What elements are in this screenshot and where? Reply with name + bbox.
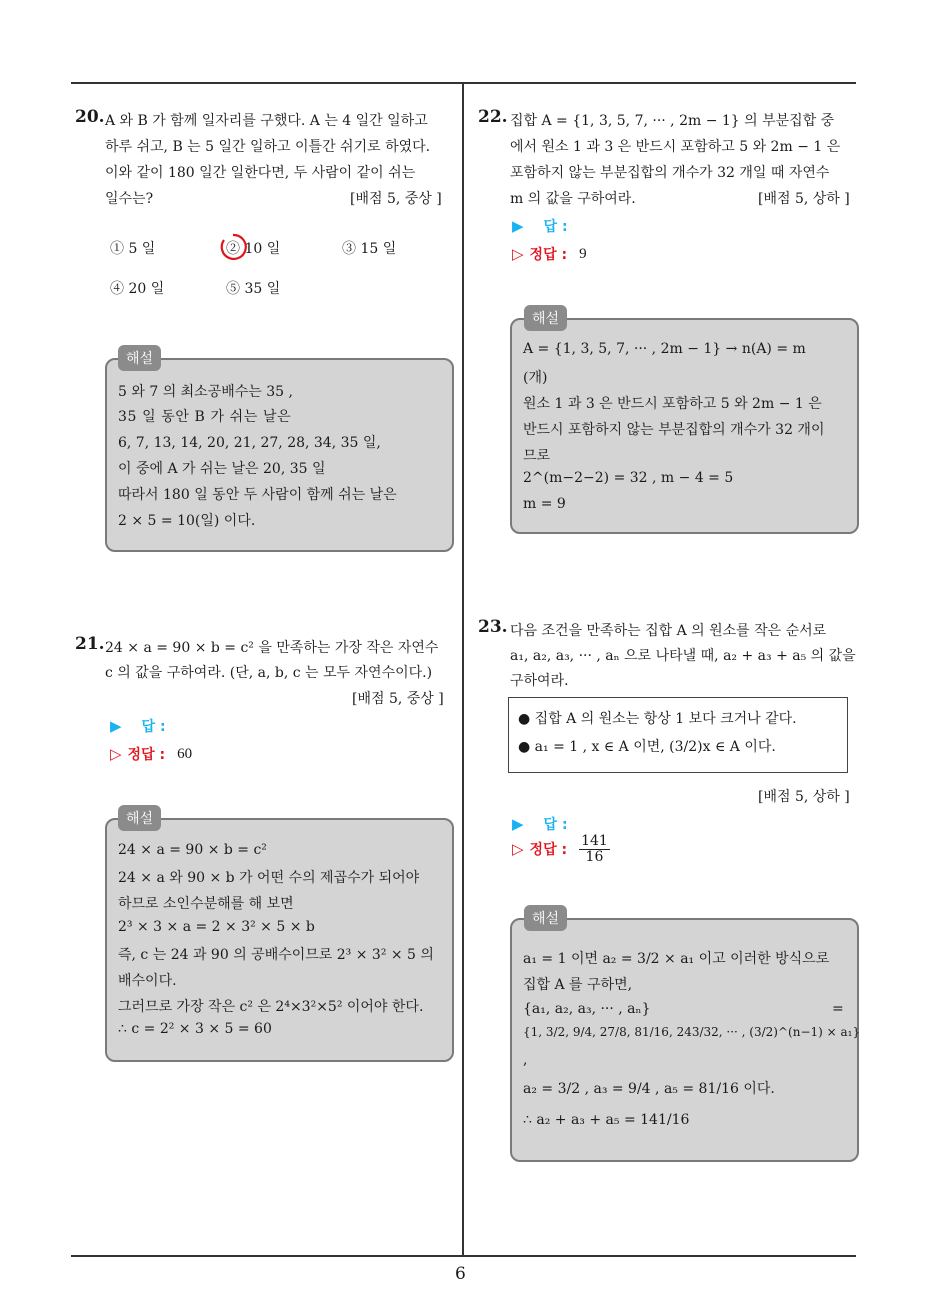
correct-triangle-icon: ▷ [512, 245, 524, 263]
answer-triangle-icon: ▶ [512, 815, 524, 833]
question-23-correct-row [512, 834, 610, 864]
correct-label: 정답 : [529, 247, 568, 263]
explanation-line: 따라서 180 일 동안 두 사람이 함께 쉬는 날은 [118, 487, 397, 503]
explanation-line: ∴ c = 2² × 3 × 5 = 60 [118, 1021, 272, 1037]
question-22-explanation-tag: 해설 [524, 305, 567, 331]
correct-value: 9 [579, 245, 587, 262]
question-20-line: 하루 쉬고, B 는 5 일간 일하고 이틀간 쉬기로 하였다. [105, 139, 431, 155]
explanation-line: 이 중에 A 가 쉬는 날은 20, 35 일 [118, 461, 326, 477]
explanation-line: 2 × 5 = 10(일) 이다. [118, 513, 256, 529]
question-22-line: m 의 값을 구하여라. [510, 191, 636, 207]
choice-4[interactable]: ④ 20 일 [110, 281, 165, 297]
explanation-line: 원소 1 과 3 은 반드시 포함하고 5 와 2m − 1 은 [523, 396, 822, 412]
fraction-denominator: 16 [585, 848, 604, 865]
question-23-line: 구하여라. [510, 673, 569, 689]
explanation-line: (개) [523, 370, 548, 386]
explanation-line: 5 와 7 의 최소공배수는 35 , [118, 384, 293, 400]
explanation-line: a₁ = 1 이면 a₂ = 3/2 × a₁ 이고 이러한 방식으로 [523, 951, 830, 967]
answer-label: 답 : [543, 219, 568, 235]
explanation-line: 35 일 동안 B 가 쉬는 날은 [118, 409, 292, 425]
question-20-explanation-tag: 해설 [118, 345, 161, 371]
question-20-line: A 와 B 가 함께 일자리를 구했다. A 는 4 일간 일하고 [105, 113, 428, 129]
question-21-number: 21. [75, 634, 105, 654]
answer-triangle-icon: ▶ [512, 217, 524, 235]
question-23-line: a₁, a₂, a₃, ··· , aₙ 으로 나타낼 때, a₂ + a₃ + a₅ 의 값을 [510, 648, 856, 664]
question-22-correct-row [512, 244, 587, 264]
explanation-line: 2^(m−2−2) = 32 , m − 4 = 5 [523, 470, 734, 486]
question-21-answer-row [110, 716, 166, 736]
question-20-line: 일수는? [105, 191, 154, 207]
choice-2[interactable]: ② 10 일 [226, 241, 281, 257]
correct-label: 정답 : [529, 842, 568, 859]
explanation-line: A = {1, 3, 5, 7, ··· , 2m − 1} → n(A) = m [523, 341, 806, 357]
question-22-answer-row [512, 216, 568, 236]
explanation-line: 즉, c 는 24 과 90 의 공배수이므로 2³ × 3² × 5 의 [118, 947, 434, 963]
question-21-score: [배점 5, 중상 ] [352, 691, 444, 707]
question-20-score: [배점 5, 중상 ] [350, 191, 442, 207]
red-circle-mark-icon [218, 232, 248, 262]
answer-label: 답 : [543, 817, 568, 833]
explanation-line: , [523, 1052, 528, 1068]
answer-label: 답 : [141, 719, 166, 735]
explanation-line: 2³ × 3 × a = 2 × 3² × 5 × b [118, 919, 315, 935]
question-23-score: [배점 5, 상하 ] [758, 789, 850, 805]
question-23-number: 23. [478, 617, 508, 637]
question-23-answer-row [512, 814, 568, 834]
explanation-line: 하므로 소인수분해를 해 보면 [118, 896, 294, 912]
correct-value-fraction [579, 834, 610, 864]
choice-1[interactable]: ① 5 일 [110, 241, 156, 257]
page-number: 6 [455, 1264, 466, 1284]
explanation-line: {a₁, a₂, a₃, ··· , aₙ} [523, 1001, 651, 1017]
correct-value: 60 [177, 745, 193, 762]
condition-line: ● 집합 A 의 원소는 항상 1 보다 크거나 같다. [518, 711, 797, 727]
explanation-line: 배수이다. [118, 973, 177, 989]
explanation-line: = [832, 1001, 844, 1017]
correct-label: 정답 : [127, 747, 166, 763]
question-21-line: c 의 값을 구하여라. (단, a, b, c 는 모두 자연수이다.) [105, 665, 433, 681]
column-divider [462, 82, 464, 1257]
question-22-line: 집합 A = {1, 3, 5, 7, ··· , 2m − 1} 의 부분집합 중 [510, 113, 835, 129]
question-22-score: [배점 5, 상하 ] [758, 191, 850, 207]
explanation-line: 므로 [523, 448, 551, 464]
explanation-line: ∴ a₂ + a₃ + a₅ = 141/16 [523, 1112, 690, 1128]
question-20-line: 이와 같이 180 일간 일한다면, 두 사람이 같이 쉬는 [105, 165, 416, 181]
explanation-line: 집합 A 를 구하면, [523, 977, 633, 993]
question-21-correct-row [110, 744, 192, 764]
bottom-rule [71, 1255, 856, 1257]
answer-triangle-icon: ▶ [110, 717, 122, 735]
choice-5[interactable]: ⑤ 35 일 [226, 281, 281, 297]
question-21-line: 24 × a = 90 × b = c² 을 만족하는 가장 작은 자연수 [105, 640, 439, 656]
choice-3[interactable]: ③ 15 일 [342, 241, 397, 257]
correct-triangle-icon: ▷ [110, 745, 122, 763]
explanation-line: 반드시 포함하지 않는 부분집합의 개수가 32 개이 [523, 422, 825, 438]
question-20-number: 20. [75, 107, 105, 127]
question-23-line: 다음 조건을 만족하는 집합 A 의 원소를 작은 순서로 [510, 623, 827, 639]
explanation-line: 6, 7, 13, 14, 20, 21, 27, 28, 34, 35 일, [118, 435, 381, 451]
condition-line: ● a₁ = 1 , x ∈ A 이면, (3/2)x ∈ A 이다. [518, 739, 776, 755]
question-21-explanation-tag: 해설 [118, 805, 161, 831]
explanation-line: m = 9 [523, 496, 566, 512]
explanation-line: 24 × a = 90 × b = c² [118, 842, 267, 858]
question-22-line: 에서 원소 1 과 3 은 반드시 포함하고 5 와 2m − 1 은 [510, 139, 841, 155]
question-22-number: 22. [478, 107, 508, 127]
explanation-line: 그러므로 가장 작은 c² 은 2⁴×3²×5² 이어야 한다. [118, 999, 424, 1015]
question-23-explanation-tag: 해설 [524, 905, 567, 931]
fraction-numerator: 141 [581, 833, 608, 849]
correct-triangle-icon: ▷ [512, 840, 524, 859]
explanation-line: 24 × a 와 90 × b 가 어떤 수의 제곱수가 되어야 [118, 870, 420, 886]
explanation-line: {1, 3/2, 9/4, 27/8, 81/16, 243/32, ··· , (3/2)^(n−1) × a₁} [523, 1025, 861, 1039]
question-22-line: 포함하지 않는 부분집합의 개수가 32 개일 때 자연수 [510, 165, 830, 181]
explanation-line: a₂ = 3/2 , a₃ = 9/4 , a₅ = 81/16 이다. [523, 1081, 775, 1097]
